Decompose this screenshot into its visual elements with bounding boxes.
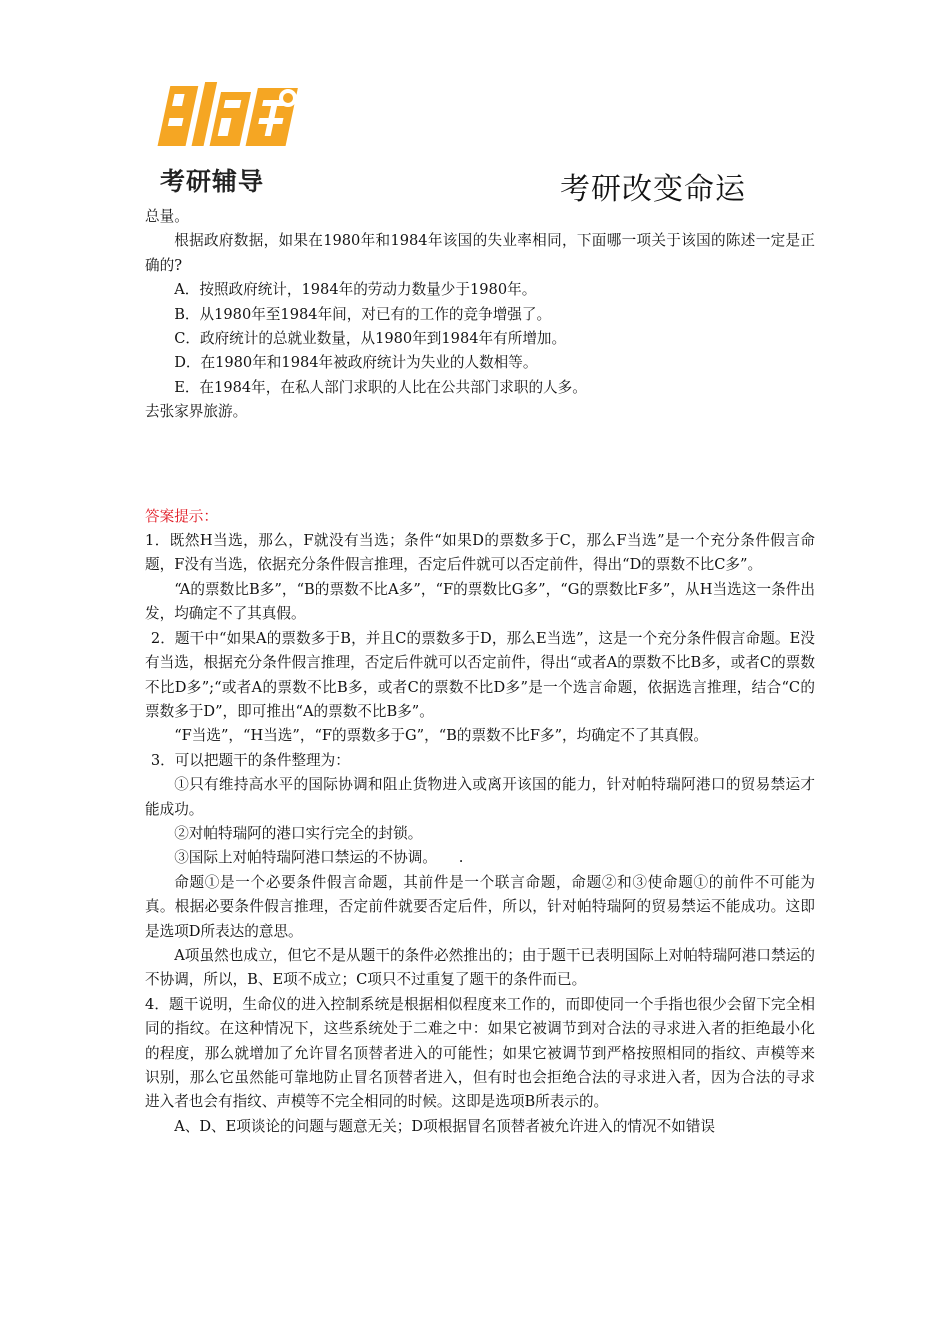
question-tail: 去张家界旅游。 — [145, 403, 248, 421]
answer-4-para-1: 4．题干说明，生命仪的进入控制系统是根据相似程度来工作的，而即使同一个手指也很少会留下完全相同的指纹。在这种情况下，这些系统处于二难之中：如果它被调节到对合法的寻求进入者的拒绝最小化的程度，那么就增加了允许冒名顶替者进入的可能性；如果它被调节到严格按照相同的指纹、声模等来识别，那么它虽然能可靠地防止冒名顶替者进入，但有时也会拒绝合法的寻求进入者，因为合法的寻求进入者也会有指纹、声模等不完全相同的时候。这即是选项B所表示的。 — [145, 995, 815, 1111]
option-a: A．按照政府统计，1984年的劳动力数量少于1980年。 — [174, 281, 537, 299]
option-c: C．政府统计的总就业数量，从1980年到1984年有所增加。 — [174, 330, 567, 348]
answer-1-para-1: 1．既然H当选，那么，F就没有当选；条件“如果D的票数多于C，那么F当选”是一个充分条件假言命题，F没有当选，依据充分条件假言推理，否定后件就可以否定前件，得出“D的票数不比C多”。 — [145, 532, 815, 574]
answer-1-para-2: “A的票数比B多”，“B的票数不比A多”，“F的票数比G多”，“G的票数比F多”，从H当选这一条件出发，均确定不了其真假。 — [145, 580, 815, 623]
kaicheng-logo-mark — [150, 78, 300, 158]
answer-3-para-3: ②对帕特瑞阿的港口实行完全的封锁。 — [174, 824, 423, 842]
answer-title: 答案提示： — [145, 507, 218, 525]
question-lead: 总量。 — [145, 208, 189, 225]
header-slogan: 考研改变命运 — [560, 172, 746, 207]
answer-2-para-1: 2．题干中“如果A的票数多于B，并且C的票数多于D，那么E当选”，这是一个充分条件假言命题。E没有当选，根据充分条件假言推理，否定后件就可以否定前件，得出“或者A的票数不比B多，或者C的票数不比D多”;“或者A的票数不比B多，或者C的票数不比D多”是一个选言命题，依据选言推理，结合“C的票数多于D”，即可推出“A的票数不比B多”。 — [145, 629, 815, 720]
answer-4-para-2: A、D、E项谈论的问题与题意无关；D项根据冒名顶替者被允许进入的情况不如错误 — [174, 1117, 715, 1135]
question-stem: 根据政府数据，如果在1980年和1984年该国的失业率相同，下面哪一项关于该国的陈述一定是正确的? — [145, 232, 815, 274]
option-e: E．在1984年，在私人部门求职的人比在公共部门求职的人多。 — [174, 378, 587, 396]
answer-3-para-2: ①只有维持高水平的国际协调和阻止货物进入或离开该国的能力，针对帕特瑞阿港口的贸易禁运才能成功。 — [145, 776, 815, 818]
answer-3-para-4: ③国际上对帕特瑞阿港口禁运的不协调。 . — [174, 849, 464, 867]
logo-subtitle: 考研辅导 — [160, 167, 265, 196]
answer-3-para-6: A项虽然也成立，但它不是从题干的条件必然推出的；由于题干已表明国际上对帕特瑞阿港口禁运的不协调，所以，B、E项不成立；C项只不过重复了题干的条件而已。 — [145, 946, 815, 989]
answer-3-para-1: 3．可以把题干的条件整理为： — [150, 751, 350, 769]
answer-2-para-2: “F当选”，“H当选”，“F的票数多于G”，“B的票数不比F多”，均确定不了其真假。 — [174, 727, 708, 745]
kaicheng-logo — [150, 78, 300, 198]
answer-3-para-5: 命题①是一个必要条件假言命题，其前件是一个联言命题，命题②和③使命题①的前件不可能为真。根据必要条件假言推理，否定前件就要否定后件，所以，针对帕特瑞阿的贸易禁运不能成功。这即是选项D所表达的意思。 — [145, 873, 815, 940]
document-body — [145, 205, 815, 1139]
option-b: B．从1980年至1984年间，对已有的工作的竞争增强了。 — [174, 305, 552, 323]
option-d: D．在1980年和1984年被政府统计为失业的人数相等。 — [174, 354, 538, 372]
